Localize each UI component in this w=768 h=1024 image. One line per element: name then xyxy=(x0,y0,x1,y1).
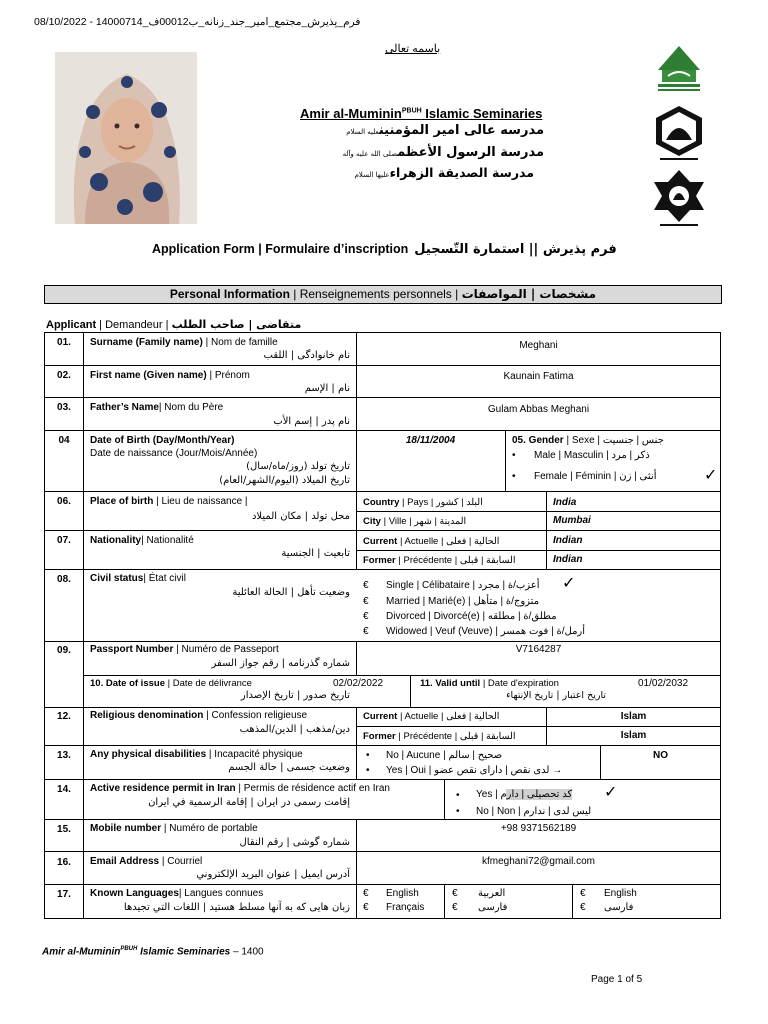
row-number: 01. xyxy=(57,337,71,348)
residence-permit-label-ar: إقامت رسمی در ایران | إقامة الرسمية في ايران xyxy=(148,797,350,808)
bismillah: باسمه تعالی xyxy=(385,43,441,55)
footer-sup: PBUH xyxy=(120,946,138,952)
first-name-label-en: First name (Given name) xyxy=(90,370,207,381)
civil-option-single[interactable]: Single | Célibataire | أعزب/ة | مجرد xyxy=(386,580,540,591)
dob-label-en xyxy=(90,435,234,446)
nationality-label-en: Nationality xyxy=(90,535,142,546)
email-label-ar: آدرس ایمیل | عنوان البريد الإلكتروني xyxy=(196,869,350,880)
nationality-label-ar: تابعیت | الجنسية xyxy=(281,548,350,559)
religion-label xyxy=(90,710,307,721)
row-number: 07. xyxy=(57,535,71,546)
form-title-ar: فرم پذیرش || استمارة التّسجیل xyxy=(414,242,617,257)
institution-title-ar-1 xyxy=(342,123,544,138)
language-english[interactable]: English xyxy=(386,888,419,899)
title-ar-2-honorific: صلی الله علیه وآله xyxy=(342,150,398,158)
language-french[interactable]: Français xyxy=(386,902,425,913)
row-number: 04 xyxy=(58,435,70,446)
checkbox-icon: € xyxy=(580,888,586,899)
nationality-former-label xyxy=(363,555,516,566)
dob-label-en-text: Date of Birth (Day/Month/Year) xyxy=(90,435,235,446)
language-persian[interactable]: فارسی xyxy=(478,902,508,913)
checkbox-icon: € xyxy=(363,888,369,899)
religion-former-rest: | Précédente | السابقة | قبلی xyxy=(395,731,516,742)
nationality-current-value[interactable]: Indian xyxy=(553,535,583,546)
passport-label-en: Passport Number xyxy=(90,644,174,655)
page-number: Page 1 of 5 xyxy=(591,974,643,985)
passport-label xyxy=(90,644,279,655)
row-number: 08. xyxy=(57,574,71,585)
email-label-en: Email Address xyxy=(90,856,160,867)
surname-label xyxy=(90,337,278,348)
title-en-main: Amir al-Muminin xyxy=(300,106,402,121)
bullet-icon: • xyxy=(512,471,516,482)
valid-until-label-en: 11. Valid until xyxy=(420,678,481,689)
disability-value[interactable]: NO xyxy=(653,750,668,761)
civil-option-widowed[interactable]: Widowed | Veuf (Veuve) | أرمل/ة | فوت همسر xyxy=(386,626,586,637)
dob-label-ar-1: تاریخ تولد (روز/ماه/سال) xyxy=(246,461,350,472)
place-of-birth-label xyxy=(90,496,248,507)
row-number: 16. xyxy=(57,857,71,868)
nationality-current-rest: | Actuelle | الحالية | فعلی xyxy=(397,536,500,547)
section-fr: Renseignements personnels xyxy=(299,287,452,301)
languages-label xyxy=(90,888,263,899)
title-ar-3-honorific: علیها السلام xyxy=(354,171,390,179)
row-number: 02. xyxy=(57,370,71,381)
al-siddiqah-al-zahra-logo xyxy=(652,168,706,224)
place-of-birth-label-ar: محل تولد | مكان الميلاد xyxy=(251,511,350,522)
row-number: 13. xyxy=(57,750,71,761)
checkbox-icon: € xyxy=(363,626,369,637)
civil-status-label-en: Civil status xyxy=(90,573,144,584)
mobile-label-en: Mobile number xyxy=(90,823,162,834)
title-ar-3-text: مدرسة الصدیقة الزهراء xyxy=(389,165,534,180)
checkbox-icon: € xyxy=(580,902,586,913)
city-label xyxy=(363,516,466,527)
title-ar-1-honorific: علیه السلام xyxy=(346,128,379,136)
bullet-icon: • xyxy=(366,750,370,761)
disabilities-label-en: Any physical disabilities xyxy=(90,749,207,760)
residence-permit-label-en: Active residence permit in Iran xyxy=(90,783,236,794)
nationality-current-label xyxy=(363,536,499,547)
nationality-label-fr: | Nationalité xyxy=(141,535,194,546)
residence-permit-label-fr: | Permis de résidence actif en Iran xyxy=(235,783,390,794)
mobile-value[interactable]: +98 9371562189 xyxy=(500,823,577,834)
gender-option-male[interactable]: Male | Masculin | ذکر | مرد xyxy=(534,450,650,461)
institution-title-en xyxy=(300,106,542,121)
gender-option-female[interactable]: Female | Féminin | أنثی | زن xyxy=(534,471,657,482)
dob-label-fr: Date de naissance (Jour/Mois/Année) xyxy=(90,448,258,459)
title-en-tail: Islamic Seminaries xyxy=(421,106,543,121)
document-header-line: 08/10/2022 - 14000714_فرم_پذیرش_مجتمع_امیر_جند_زنانه_ب00012ف xyxy=(34,16,361,28)
surname-label-en: Surname (Family name) xyxy=(90,337,203,348)
email-label xyxy=(90,856,202,867)
section-ar: مشخصات | المواصفات xyxy=(461,287,597,301)
language-persian-known[interactable]: فارسی xyxy=(604,902,634,913)
dob-label-ar-2: تاریخ المیلاد (الیوم/الشهر/العام) xyxy=(219,475,350,486)
languages-label-ar: زبان هایی که به آنها مسلط هستید | اللغات التي تجيدها xyxy=(123,902,350,913)
civil-option-divorced[interactable]: Divorced | Divorcé(e) | مطلق/ة | مطلقه xyxy=(386,611,557,622)
row-number: 09. xyxy=(57,645,71,656)
institution-title-ar-3 xyxy=(351,165,534,180)
row-number: 06. xyxy=(57,496,71,507)
issue-date-label-en: 10. Date of issue xyxy=(90,678,165,689)
valid-until-label-fr: | Date d'expiration xyxy=(480,678,559,689)
issue-date-label xyxy=(90,678,252,689)
checkbox-icon: € xyxy=(363,596,369,607)
row-number: 17. xyxy=(57,889,71,900)
language-arabic[interactable]: العربية xyxy=(478,888,506,899)
checkbox-icon: € xyxy=(363,902,369,913)
nationality-current-en: Current xyxy=(363,536,398,547)
section-en: Personal Information xyxy=(169,287,290,301)
disability-option-no[interactable]: No | Aucune | صحيح | سالم xyxy=(386,750,503,761)
gender-label-en: 05. Gender xyxy=(512,435,564,446)
country-label-rest: | Pays | البلد | کشور xyxy=(399,497,483,508)
passport-label-ar: شماره گذرنامه | رقم جواز السفر xyxy=(211,658,350,669)
residence-permit-label xyxy=(90,783,390,794)
checkbox-icon: € xyxy=(363,580,369,591)
mobile-label-fr: | Numéro de portable xyxy=(161,823,258,834)
place-of-birth-label-en: Place of birth xyxy=(90,496,154,507)
religion-former-label xyxy=(363,731,516,742)
email-value[interactable]: kfmeghani72@gmail.com xyxy=(482,856,595,867)
religion-current-label xyxy=(363,711,499,722)
applicant-fr: Demandeur xyxy=(105,319,163,331)
amir-al-muminin-logo xyxy=(652,40,706,96)
nationality-former-en: Former xyxy=(363,555,396,566)
footer-institution xyxy=(42,946,264,957)
religion-current-rest: | Actuelle | الحالية | فعلی xyxy=(397,711,500,722)
father-name-label-ar: نام پدر | إسم الأب xyxy=(273,416,350,427)
disability-option-yes[interactable]: Yes | Oui | لدی نقص | دارای نقص عضو → xyxy=(386,765,563,776)
dob-value[interactable]: 18/11/2004 xyxy=(405,435,456,446)
nationality-former-value[interactable]: Indian xyxy=(553,554,583,565)
religion-label-fr: | Confession religieuse xyxy=(203,710,308,721)
title-ar-1-text: مدرسه عالی امیر المؤمنین xyxy=(378,123,544,138)
disabilities-label-fr: | Incapacité physique xyxy=(206,749,303,760)
religion-label-ar: دین/مذهب | الدين/المذهب xyxy=(239,724,350,735)
nationality-former-rest: | Précédente | السابقة | قبلی xyxy=(395,555,516,566)
civil-status-label-ar: وضعیت تأهل | الحالة العائلية xyxy=(232,587,350,598)
country-label xyxy=(363,497,483,508)
disabilities-label xyxy=(90,749,303,760)
email-label-fr: | Courriel xyxy=(159,856,203,867)
surname-value[interactable]: Meghani xyxy=(519,340,558,351)
checkbox-icon: € xyxy=(452,902,458,913)
residence-option-yes[interactable]: Yes | کد تحصیلی | دارم xyxy=(476,789,573,800)
city-label-rest: | Ville | المدينة | شهر xyxy=(380,516,467,527)
surname-label-fr: | Nom de famille xyxy=(202,337,278,348)
first-name-label-fr: | Prénom xyxy=(206,370,250,381)
nationality-label xyxy=(90,535,194,546)
religion-current-en: Current xyxy=(363,711,398,722)
religion-former-en: Former xyxy=(363,731,396,742)
father-name-label xyxy=(90,402,223,413)
city-label-en: City xyxy=(363,516,381,527)
bullet-icon: • xyxy=(366,765,370,776)
checkbox-icon: € xyxy=(363,611,369,622)
religion-former-value[interactable]: Islam xyxy=(620,730,647,741)
applicant-label: Applicant | Demandeur | متقاضی | صاحب الطلب xyxy=(46,318,302,331)
al-rasool-al-azam-logo xyxy=(652,104,706,160)
checkbox-icon: € xyxy=(452,888,458,899)
mobile-label-ar: شماره گوشی | رقم النقال xyxy=(239,837,350,848)
title-ar-2-text: مدرسة الرسول الأعظم xyxy=(397,145,544,160)
valid-until-label-ar: تاریخ اعتبار | تاريخ الإنتهاء xyxy=(506,690,606,701)
gender-label xyxy=(512,435,664,446)
civil-status-label xyxy=(90,573,186,584)
languages-label-fr: | Langues connues xyxy=(178,888,264,899)
applicant-ar: متقاضی | صاحب الطلب xyxy=(171,318,302,331)
check-icon: ✓ xyxy=(604,784,618,801)
first-name-label xyxy=(90,370,250,381)
check-icon: ✓ xyxy=(562,575,576,592)
check-icon: ✓ xyxy=(704,467,718,484)
valid-until-label xyxy=(420,678,559,689)
gender-label-rest: | Sexe | جنس | جنسیت xyxy=(563,435,664,446)
religion-label-en: Religious denomination xyxy=(90,710,204,721)
title-en-sup: PBUH xyxy=(401,107,422,115)
language-english-known[interactable]: English xyxy=(604,888,637,899)
applicant-photo-image xyxy=(55,52,197,224)
passport-label-fr: | Numéro de Passeport xyxy=(173,644,279,655)
bullet-icon: • xyxy=(512,450,516,461)
section-header-personal-info: Personal Information | Renseignements personnels | مشخصات | المواصفات xyxy=(44,285,722,304)
religion-current-value[interactable]: Islam xyxy=(620,711,647,722)
footer-main: Amir al-Muminin xyxy=(42,946,121,958)
surname-label-ar: نام خانوادگی | اللقب xyxy=(263,350,350,361)
form-title xyxy=(152,242,617,257)
first-name-value[interactable]: Kaunain Fatima xyxy=(503,371,574,382)
mobile-label xyxy=(90,823,258,834)
residence-option-no[interactable]: No | Non | لیس لدی | ندارم xyxy=(476,806,592,817)
issue-date-label-fr: | Date de délivrance xyxy=(164,678,252,689)
country-label-en: Country xyxy=(363,497,400,508)
valid-until-value[interactable]: 01/02/2032 xyxy=(638,678,689,689)
civil-option-married[interactable]: Married | Marié(e) | متزوج/ة | متأهل xyxy=(386,596,540,607)
row-number: 15. xyxy=(57,824,71,835)
first-name-label-ar: نام | الإسم xyxy=(304,383,350,394)
father-name-label-fr: | Nom du Père xyxy=(158,402,224,413)
institution-title-ar-2 xyxy=(339,145,544,160)
issue-date-label-ar: تاریخ صدور | تاريخ الإصدار xyxy=(240,690,350,701)
footer-tail: Islamic Seminaries xyxy=(137,946,231,958)
row-number: 12. xyxy=(57,711,71,722)
place-of-birth-label-fr: | Lieu de naissance | xyxy=(153,496,248,507)
row-number: 03. xyxy=(57,402,71,413)
father-name-value[interactable]: Gulam Abbas Meghani xyxy=(487,404,590,415)
applicant-photo xyxy=(55,52,197,224)
form-title-en: Application Form | Formulaire d’inscription xyxy=(152,242,409,256)
applicant-en: Applicant xyxy=(46,319,97,331)
passport-value[interactable]: V7164287 xyxy=(515,644,562,655)
bullet-icon: • xyxy=(456,790,460,801)
bullet-icon: • xyxy=(456,806,460,817)
father-name-label-en: Father’s Name xyxy=(90,402,159,413)
row-number: 14. xyxy=(57,784,71,795)
country-value[interactable]: India xyxy=(553,497,577,508)
issue-date-value[interactable]: 02/02/2022 xyxy=(333,678,384,689)
civil-status-label-fr: | État civil xyxy=(143,573,186,584)
footer-year: – 1400 xyxy=(230,946,264,958)
disabilities-label-ar: وضعیت جسمی | حالة الجسم xyxy=(228,762,350,773)
city-value[interactable]: Mumbai xyxy=(553,515,591,526)
languages-label-en: Known Languages xyxy=(90,888,179,899)
